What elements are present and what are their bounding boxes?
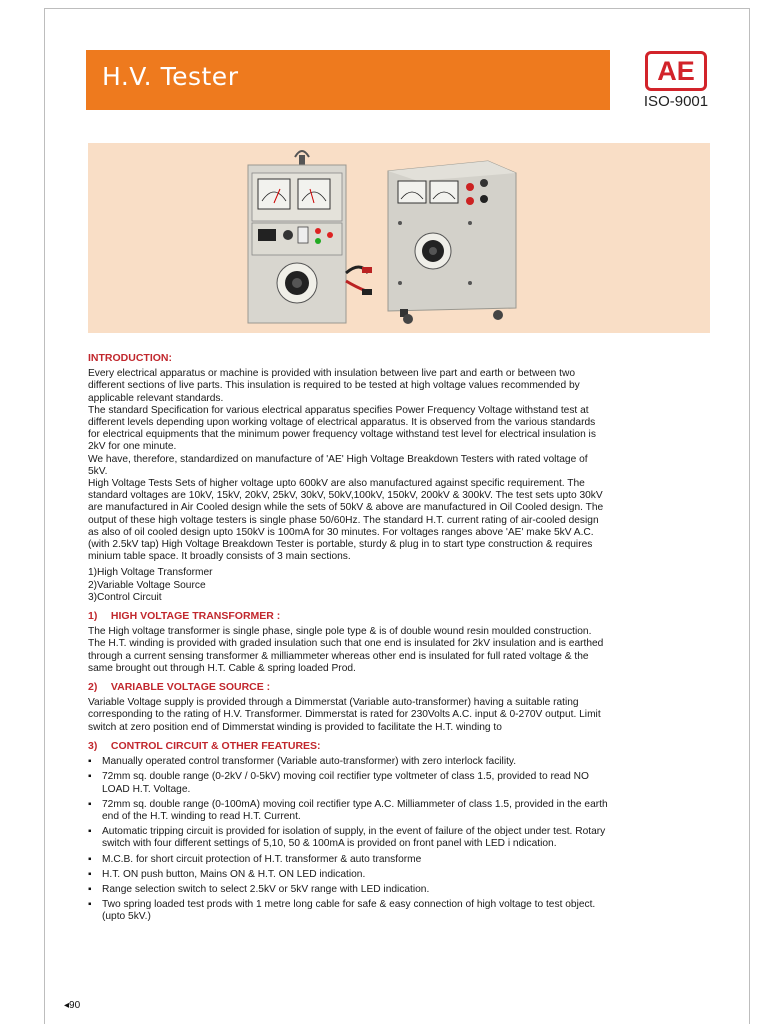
right-tester-unit: [388, 161, 516, 324]
page-border-left: [44, 8, 45, 1024]
introduction-heading: INTRODUCTION:: [88, 352, 172, 364]
feature-item: ▪ Manually operated control transformer (Variable auto-transformer) with zero interlock facility.: [88, 756, 608, 768]
section-1-text: The High voltage transformer is single phase, single pole type & is of double wound resin moulded construction. The H.T. winding is provided with graded insulation such that one end is insulated for 2kV insulation and is earthed through a current sensing transformer & milliammeter whereas other end is insulated for full rated voltage & the same brought out through H.T. Cable & spring loaded Prod.: [88, 626, 604, 674]
page-border-right: [749, 8, 750, 1024]
section-1-heading: [88, 610, 608, 622]
main-sections-list: [88, 567, 608, 604]
intro-paragraph: Every electrical apparatus or machine is provided with insulation between live part and earth or between two different sections of live parts. This insulation is required to be tested at high voltage values recommended by applicable relevant standards.: [88, 368, 580, 404]
title-banner: [86, 50, 610, 110]
feature-item: ▪ 72mm sq. double range (0-100mA) moving coil rectifier type A.C. Milliammeter of class 1.5, provided in the earth end of the H.T. winding to read H.T. Current.: [88, 799, 608, 823]
feature-item: ▪ 72mm sq. double range (0-2kV / 0-5kV) moving coil rectifier type voltmeter of class 1.5, provided to read NO LOAD H.T. Voltage.: [88, 771, 608, 795]
section-3-heading: [88, 740, 608, 752]
section-2-title: VARIABLE VOLTAGE SOURCE :: [110, 681, 271, 694]
intro-paragraph: The standard Specification for various electrical apparatus specifies Power Frequency Voltage withstand test at different levels depending upon working voltage of electrical apparatus. It is observed from the various standards for electrical equipments that the minimum power frequency voltage withstand test level for electrical insulation is 2kV for one minute.: [88, 404, 596, 453]
page-title: H.V. Tester: [102, 62, 239, 91]
section-1-number: 1): [88, 610, 98, 623]
section-2-number: 2): [88, 681, 98, 694]
feature-item: ▪ Two spring loaded test prods with 1 metre long cable for safe & easy connection of high voltage to test object. (upto 5kV.): [88, 899, 608, 923]
feature-item: ▪ Range selection switch to select 2.5kV or 5kV range with LED indication.: [88, 884, 608, 896]
feature-item: ▪ Automatic tripping circuit is provided for isolation of supply, in the event of failure of the object under test. Rotary switch with four different settings of 5,10, 50 & 100mA is provided on front panel with LED i ndication.: [88, 826, 608, 850]
section-2-heading: [88, 681, 608, 693]
left-tester-unit: [248, 151, 372, 323]
section-3-title: CONTROL CIRCUIT & OTHER FEATURES:: [110, 739, 321, 752]
page-border-top: [44, 8, 750, 9]
document-body: [88, 352, 608, 927]
features-list: [88, 756, 608, 923]
feature-item: ▪ M.C.B. for short circuit protection of H.T. transformer & auto transforme: [88, 854, 608, 866]
page-number: ◂90: [64, 1000, 81, 1011]
feature-item: ▪ H.T. ON push button, Mains ON & H.T. ON LED indication.: [88, 869, 608, 881]
product-photo-panel: [88, 143, 710, 333]
section-2-text: Variable Voltage supply is provided through a Dimmerstat (Variable auto-transformer) having a suitable rating corresponding to the rating of H.V. Transformer. Dimmerstat is rated for 230Volts A.C. input & 0-270V output. Limit switch at zero position end of Dimmerstat winding is provided to facilitate the H.T. winding to: [88, 697, 601, 733]
hv-tester-product-image: [88, 143, 710, 333]
intro-paragraph: High Voltage Tests Sets of higher voltage upto 600kV are also manufactured against specific requirement. The standard voltages are 10kV, 15kV, 20kV, 25kV, 30kV, 50kV,100kV, 150kV, 200kV & 300kV. The test sets upto 30kV are manufactured in Air Cooled design while the sets of 50kV & above are manufactured in Oil Cooled design. The output of these high voltage testers is single phase 50/60Hz. The standard H.T. current rating of air-cooled design as also of oil cooled design upto 150kV is 100mA for 30 minutes. For voltages ranges above 'AE' make 5kV A.C. (with 2.5kV tap) High Voltage Breakdown Tester is portable, sturdy & plug in to start type construction & requires minium table space. It broadly consists of 3 main sections.: [88, 478, 604, 563]
main-section-item: 3)Control Circuit: [88, 591, 162, 603]
section-1-title: HIGH VOLTAGE TRANSFORMER :: [110, 610, 281, 623]
iso-caption: ISO-9001: [643, 93, 709, 110]
section-3-number: 3): [88, 739, 98, 752]
ae-logo-letters: AE: [657, 55, 695, 86]
ae-logo-mark: [645, 51, 707, 91]
intro-paragraph: We have, therefore, standardized on manufacture of 'AE' High Voltage Breakdown Testers with rated voltage of 5kV.: [88, 453, 588, 477]
main-section-item: 2)Variable Voltage Source: [88, 579, 206, 591]
main-section-item: 1)High Voltage Transformer: [88, 567, 213, 579]
ae-logo: [642, 51, 710, 111]
